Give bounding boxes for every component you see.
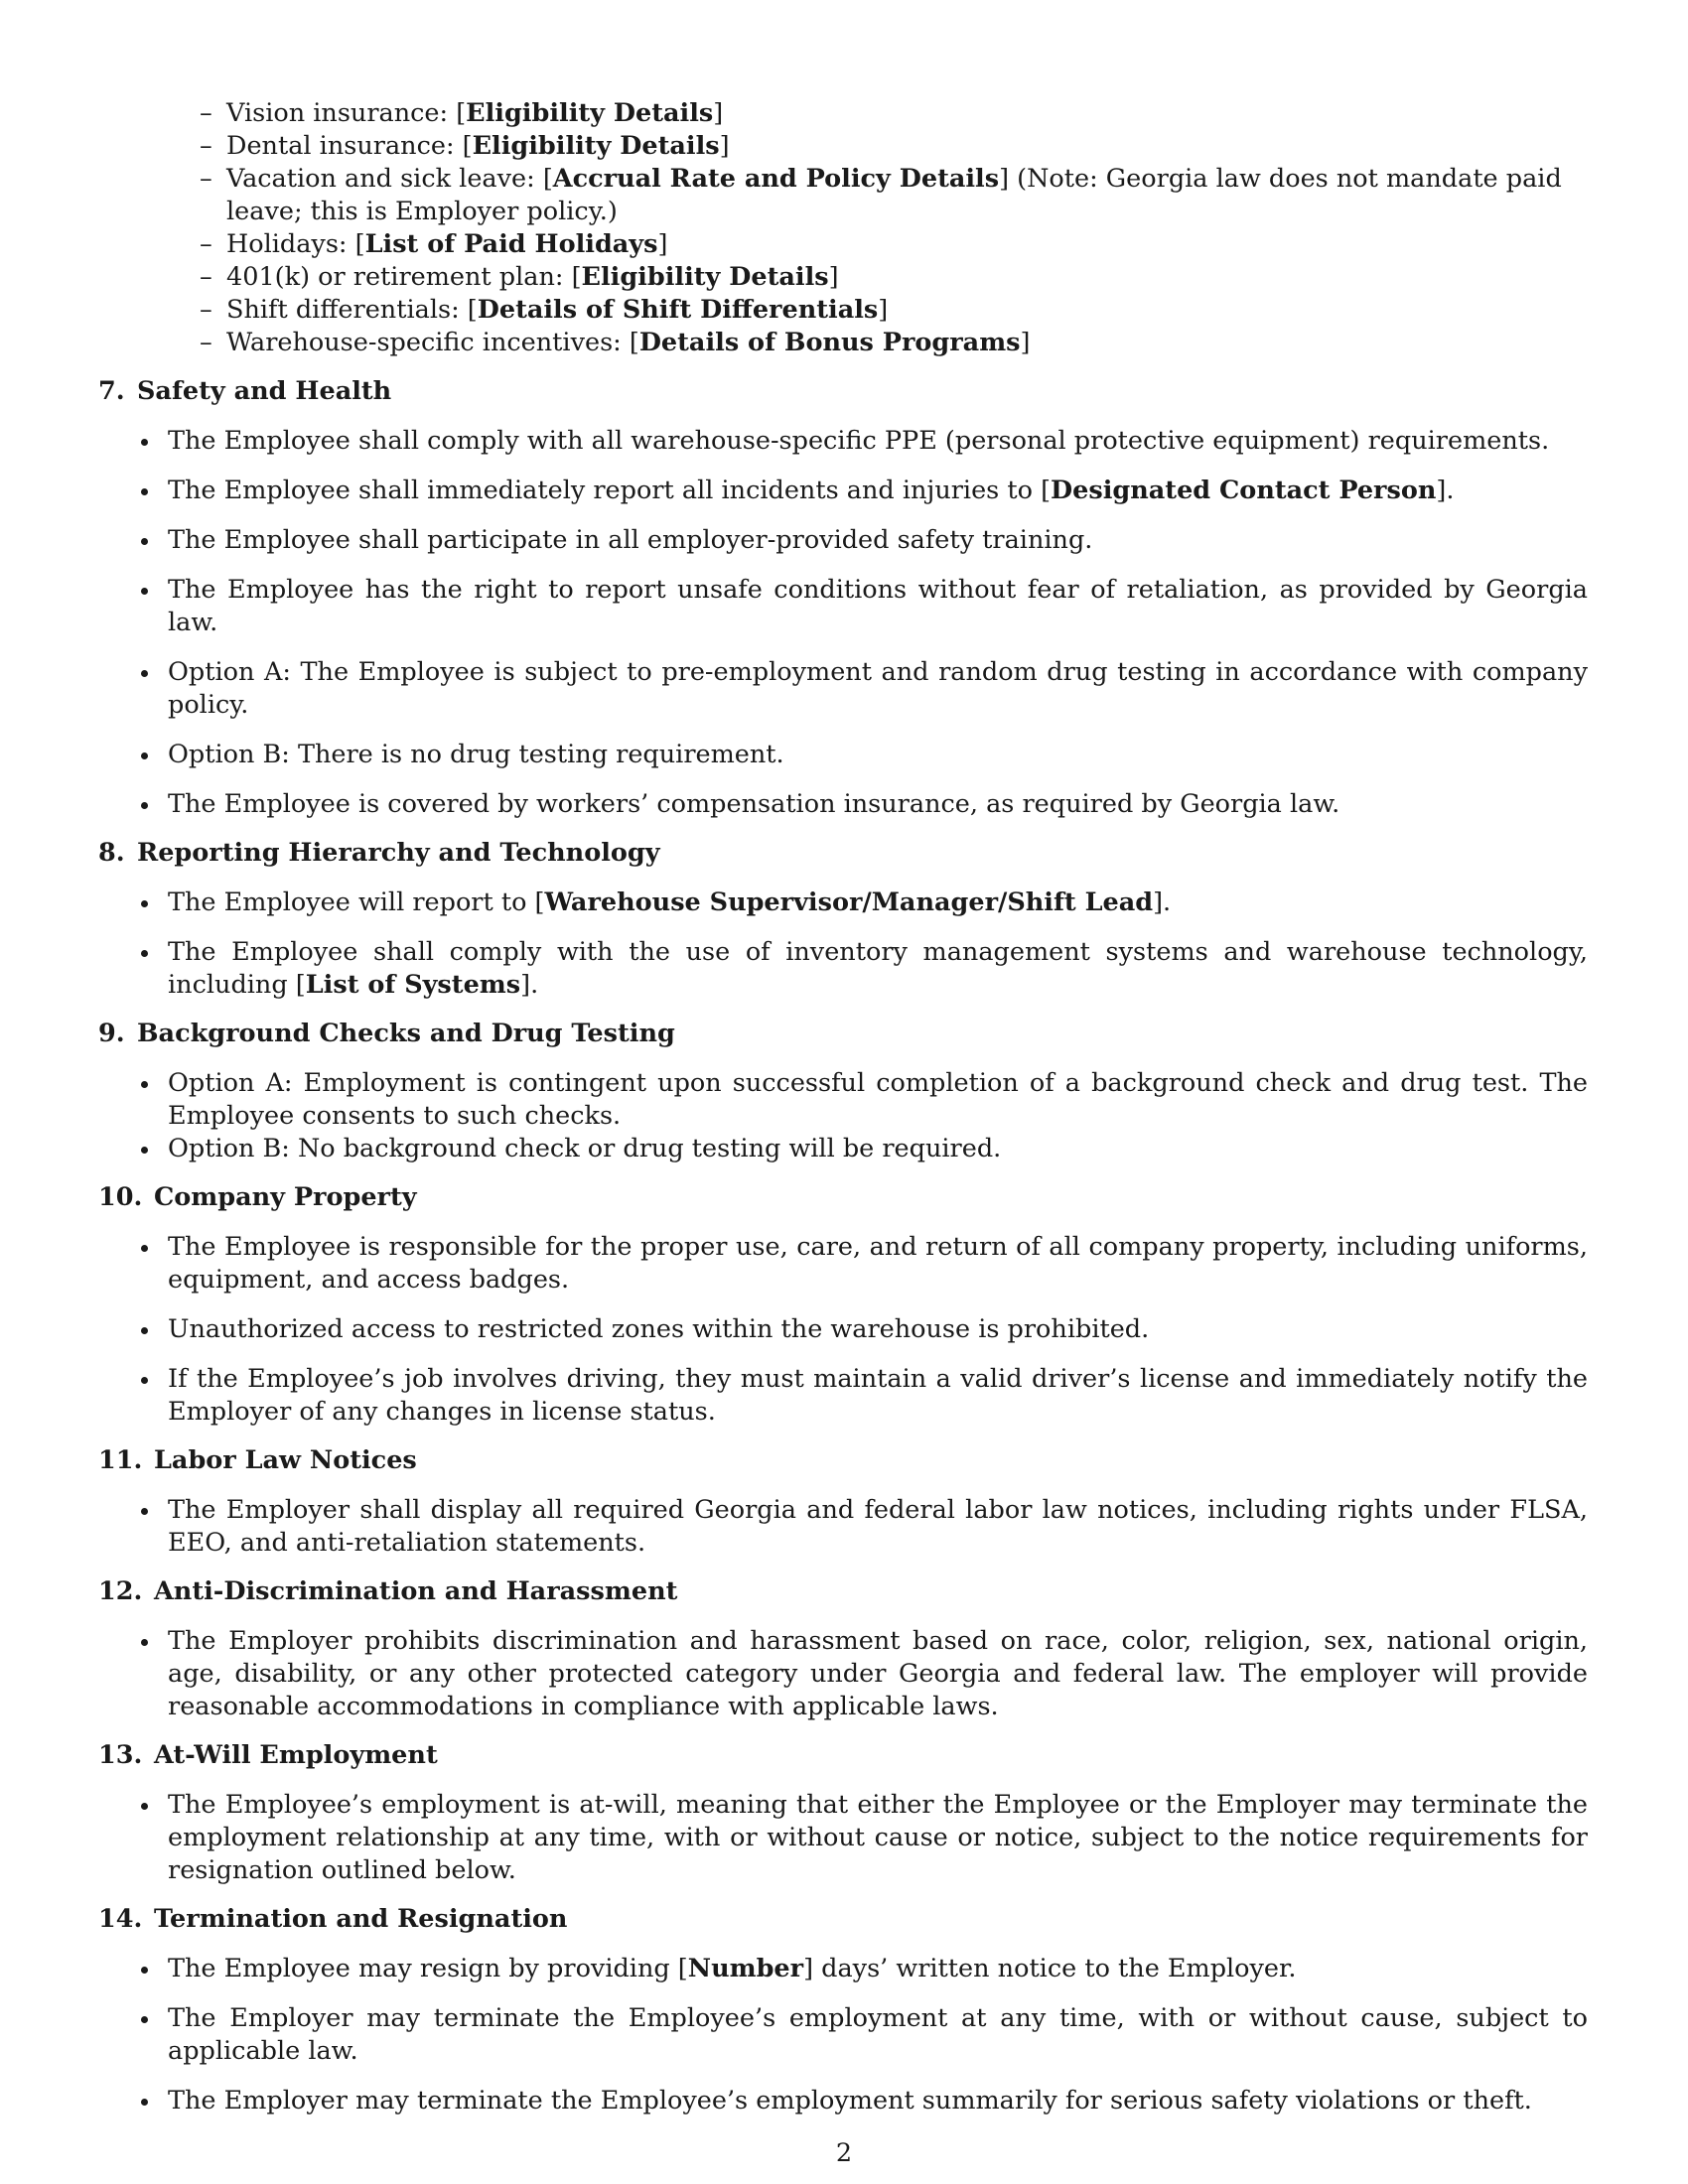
- bullet-list: [98, 1625, 1588, 1723]
- bullet-placeholder: Warehouse Supervisor/Manager/Shift Lead: [544, 887, 1154, 917]
- bullet-text-end: ].: [1436, 476, 1455, 505]
- section-number: 10.: [98, 1182, 143, 1212]
- benefit-text: Vision insurance: [: [226, 98, 467, 128]
- dash-marker: –: [200, 131, 212, 161]
- bullet-item: [98, 1789, 1588, 1887]
- bullet-list: [98, 1789, 1588, 1887]
- bullet-dot: [141, 900, 148, 907]
- bullet-text: The Employee has the right to report unsafe conditions without fear of retaliation, as provided by Georgia law.: [168, 575, 1588, 637]
- bullet-text: The Employer shall display all required Georgia and federal labor law notices, including rights under FLSA, EEO, and anti-retaliation statements.: [168, 1495, 1588, 1558]
- bullet-dot: [141, 950, 148, 957]
- section-number: 13.: [98, 1740, 143, 1770]
- benefit-text-end: ]: [1020, 328, 1031, 357]
- bullet-item: [98, 1494, 1588, 1560]
- section-title: Labor Law Notices: [154, 1445, 417, 1475]
- bullet-item: [98, 1953, 1588, 1985]
- section-heading: [98, 1181, 1588, 1214]
- dash-marker: –: [200, 98, 212, 128]
- bullet-dot: [141, 488, 148, 495]
- dash-marker: –: [200, 328, 212, 357]
- bullet-item: [98, 887, 1588, 919]
- bullet-dot: [141, 1147, 148, 1154]
- bullet-dot: [141, 1639, 148, 1646]
- section-13: [98, 1739, 1588, 1887]
- benefit-text: 401(k) or retirement plan: [: [226, 262, 582, 292]
- bullet-item: [98, 1625, 1588, 1723]
- section-heading: [98, 1903, 1588, 1936]
- bullet-item: [98, 936, 1588, 1002]
- bullet-text: The Employee shall comply with the use of inventory management systems and warehouse technology, including [: [168, 937, 1588, 1000]
- bullet-dot: [141, 2016, 148, 2023]
- bullet-dot: [141, 802, 148, 809]
- bullet-list: [98, 1953, 1588, 2117]
- bullet-text: If the Employee’s job involves driving, they must maintain a valid driver’s license and immediately notify the Employer of any changes in license status.: [168, 1364, 1588, 1427]
- bullet-placeholder: Number: [687, 1954, 804, 1983]
- benefit-placeholder: Eligibility Details: [472, 131, 720, 161]
- bullet-item: [98, 788, 1588, 821]
- bullet-text: The Employee shall comply with all warehouse-specific PPE (personal protective equipment) requirements.: [168, 426, 1550, 456]
- benefit-item: [200, 228, 1617, 261]
- section-number: 8.: [98, 838, 125, 868]
- benefit-item: [200, 97, 1617, 130]
- section-14: [98, 1903, 1588, 2117]
- dash-marker: –: [200, 229, 212, 259]
- bullet-text: The Employee shall immediately report all incidents and injuries to [: [168, 476, 1052, 505]
- bullet-list: [98, 425, 1588, 821]
- benefit-item: [200, 261, 1617, 294]
- benefit-placeholder: Accrual Rate and Policy Details: [552, 164, 1000, 194]
- bullet-item: [98, 475, 1588, 507]
- section-11: [98, 1444, 1588, 1560]
- section-title: Anti-Discrimination and Harassment: [154, 1576, 678, 1606]
- benefits-sublist: [200, 97, 1588, 359]
- bullet-dot: [141, 538, 148, 545]
- dash-marker: –: [200, 164, 212, 194]
- bullet-dot: [141, 1245, 148, 1252]
- section-number: 11.: [98, 1445, 143, 1475]
- dash-marker: –: [200, 262, 212, 292]
- bullet-item: [98, 656, 1588, 722]
- section-9: [98, 1018, 1588, 1165]
- benefit-text-end: ] (Note: Georgia law does not mandate paid leave; this is Employer policy.): [226, 164, 1562, 226]
- bullet-item: [98, 739, 1588, 771]
- section-heading: [98, 375, 1588, 408]
- bullet-dot: [141, 670, 148, 677]
- benefit-text-end: ]: [713, 98, 724, 128]
- bullet-dot: [141, 1803, 148, 1810]
- benefit-item: [200, 294, 1617, 327]
- bullet-item: [98, 1067, 1588, 1133]
- bullet-placeholder: Designated Contact Person: [1051, 476, 1437, 505]
- bullet-text: The Employer may terminate the Employee’s employment at any time, with or without cause, subject to applicable law.: [168, 2003, 1588, 2066]
- section-heading: [98, 1018, 1588, 1050]
- section-heading: [98, 1575, 1588, 1608]
- bullet-item: [98, 2085, 1588, 2117]
- section-number: 14.: [98, 1904, 143, 1934]
- bullet-item: [98, 2002, 1588, 2068]
- section-10: [98, 1181, 1588, 1429]
- bullet-text: The Employer prohibits discrimination and harassment based on race, color, religion, sex, national origin, age, disability, or any other protected category under Georgia and federal law. The employer will provide reasonable accommodations in compliance with applicable laws.: [168, 1626, 1588, 1721]
- bullet-placeholder: List of Systems: [305, 970, 521, 1000]
- benefit-text: Vacation and sick leave: [: [226, 164, 553, 194]
- bullet-item: [98, 524, 1588, 557]
- benefit-item: [200, 130, 1617, 163]
- section-title: Reporting Hierarchy and Technology: [137, 838, 660, 868]
- bullet-item: [98, 1363, 1588, 1429]
- page-number: 2: [835, 2138, 853, 2168]
- bullet-text: Option A: The Employee is subject to pre-employment and random drug testing in accordance with company policy.: [168, 657, 1588, 720]
- bullet-item: [98, 425, 1588, 458]
- bullet-text: The Employee may resign by providing [: [168, 1954, 688, 1983]
- bullet-dot: [141, 1377, 148, 1384]
- bullet-list: [98, 1067, 1588, 1165]
- bullet-text: The Employer may terminate the Employee’s employment summarily for serious safety violations or theft.: [168, 2086, 1532, 2116]
- sections-container: [98, 375, 1588, 2117]
- bullet-item: [98, 1313, 1588, 1346]
- section-title: Background Checks and Drug Testing: [137, 1019, 675, 1048]
- bullet-dot: [141, 588, 148, 595]
- bullet-text: Option A: Employment is contingent upon successful completion of a background check and drug test. The Employee consents to such checks.: [168, 1068, 1588, 1131]
- section-number: 12.: [98, 1576, 143, 1606]
- section-title: Company Property: [154, 1182, 417, 1212]
- section-heading: [98, 1739, 1588, 1772]
- bullet-dot: [141, 1508, 148, 1515]
- section-number: 9.: [98, 1019, 125, 1048]
- benefit-placeholder: Eligibility Details: [466, 98, 714, 128]
- dash-marker: –: [200, 295, 212, 325]
- section-heading: [98, 837, 1588, 870]
- benefit-item: [200, 163, 1617, 228]
- benefit-item: [200, 327, 1617, 359]
- section-12: [98, 1575, 1588, 1723]
- benefit-placeholder: Details of Bonus Programs: [638, 328, 1021, 357]
- bullet-text-end: ].: [1153, 887, 1172, 917]
- bullet-item: [98, 574, 1588, 639]
- benefit-text-end: ]: [828, 262, 839, 292]
- section-number: 7.: [98, 376, 125, 406]
- bullet-text-end: ].: [520, 970, 539, 1000]
- benefit-text-end: ]: [719, 131, 730, 161]
- bullet-item: [98, 1133, 1588, 1165]
- bullet-dot: [141, 439, 148, 446]
- bullet-text: The Employee shall participate in all employer-provided safety training.: [168, 525, 1093, 555]
- bullet-text: The Employee will report to [: [168, 887, 545, 917]
- benefit-text: Shift differentials: [: [226, 295, 478, 325]
- bullet-text-end: ] days’ written notice to the Employer.: [803, 1954, 1297, 1983]
- bullet-dot: [141, 1081, 148, 1088]
- section-title: Termination and Resignation: [154, 1904, 568, 1934]
- bullet-text: The Employee’s employment is at-will, meaning that either the Employee or the Employer may terminate the employment relationship at any time, with or without cause or notice, subject to the notice requirements for resignation outlined below.: [168, 1790, 1588, 1885]
- benefit-placeholder: Details of Shift Differentials: [477, 295, 879, 325]
- bullet-list: [98, 887, 1588, 1002]
- bullet-dot: [141, 2099, 148, 2106]
- benefit-text-end: ]: [878, 295, 889, 325]
- benefit-text: Warehouse-specific incentives: [: [226, 328, 639, 357]
- benefit-placeholder: Eligibility Details: [581, 262, 829, 292]
- bullet-dot: [141, 1967, 148, 1974]
- document-page: [98, 97, 1588, 2117]
- bullet-text: Option B: There is no drug testing requirement.: [168, 740, 784, 769]
- benefit-text: Dental insurance: [: [226, 131, 473, 161]
- bullet-list: [98, 1231, 1588, 1429]
- bullet-text: The Employee is covered by workers’ compensation insurance, as required by Georgia law.: [168, 789, 1340, 819]
- section-8: [98, 837, 1588, 1002]
- bullet-item: [98, 1231, 1588, 1297]
- bullet-dot: [141, 1327, 148, 1334]
- benefit-text: Holidays: [: [226, 229, 365, 259]
- section-heading: [98, 1444, 1588, 1477]
- bullet-text: Unauthorized access to restricted zones within the warehouse is prohibited.: [168, 1314, 1150, 1344]
- section-title: At-Will Employment: [154, 1740, 438, 1770]
- bullet-list: [98, 1494, 1588, 1560]
- benefit-text-end: ]: [657, 229, 668, 259]
- bullet-text: Option B: No background check or drug testing will be required.: [168, 1134, 1002, 1163]
- bullet-dot: [141, 752, 148, 759]
- bullet-text: The Employee is responsible for the proper use, care, and return of all company property, including uniforms, equipment, and access badges.: [168, 1232, 1588, 1295]
- section-7: [98, 375, 1588, 821]
- benefit-placeholder: List of Paid Holidays: [364, 229, 658, 259]
- section-title: Safety and Health: [137, 376, 392, 406]
